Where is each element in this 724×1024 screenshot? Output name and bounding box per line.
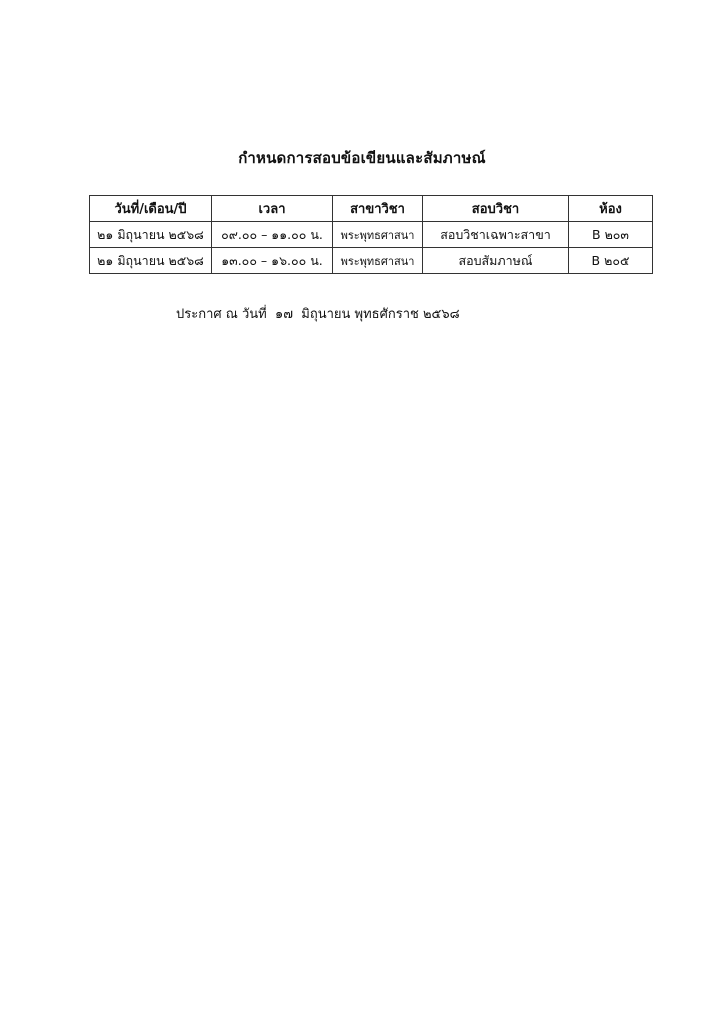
table-row	[90, 248, 653, 274]
cell-date: ๒๑ มิถุนายน ๒๕๖๘	[90, 222, 212, 248]
header-room: ห้อง	[569, 196, 653, 222]
cell-room: B ๒๐๓	[569, 222, 653, 248]
cell-date: ๒๑ มิถุนายน ๒๕๖๘	[90, 248, 212, 274]
table-header-row	[90, 196, 653, 222]
header-time: เวลา	[212, 196, 333, 222]
header-subject: สอบวิชา	[423, 196, 569, 222]
cell-room: B ๒๐๕	[569, 248, 653, 274]
exam-schedule-table	[89, 195, 653, 274]
document-title: กำหนดการสอบข้อเขียนและสัมภาษณ์	[238, 149, 486, 167]
table-row	[90, 222, 653, 248]
cell-subject: สอบสัมภาษณ์	[423, 248, 569, 274]
cell-subject: สอบวิชาเฉพาะสาขา	[423, 222, 569, 248]
cell-department: พระพุทธศาสนา	[333, 222, 423, 248]
header-date: วันที่/เดือน/ปี	[90, 196, 212, 222]
cell-time: ๑๓.๐๐ – ๑๖.๐๐ น.	[212, 248, 333, 274]
header-department: สาขาวิชา	[333, 196, 423, 222]
cell-time: ๐๙.๐๐ – ๑๑.๐๐ น.	[212, 222, 333, 248]
cell-department: พระพุทธศาสนา	[333, 248, 423, 274]
announcement-date-line: ประกาศ ณ วันที่ ๑๗ มิถุนายน พุทธศักราช ๒๕๖๘	[176, 307, 460, 322]
